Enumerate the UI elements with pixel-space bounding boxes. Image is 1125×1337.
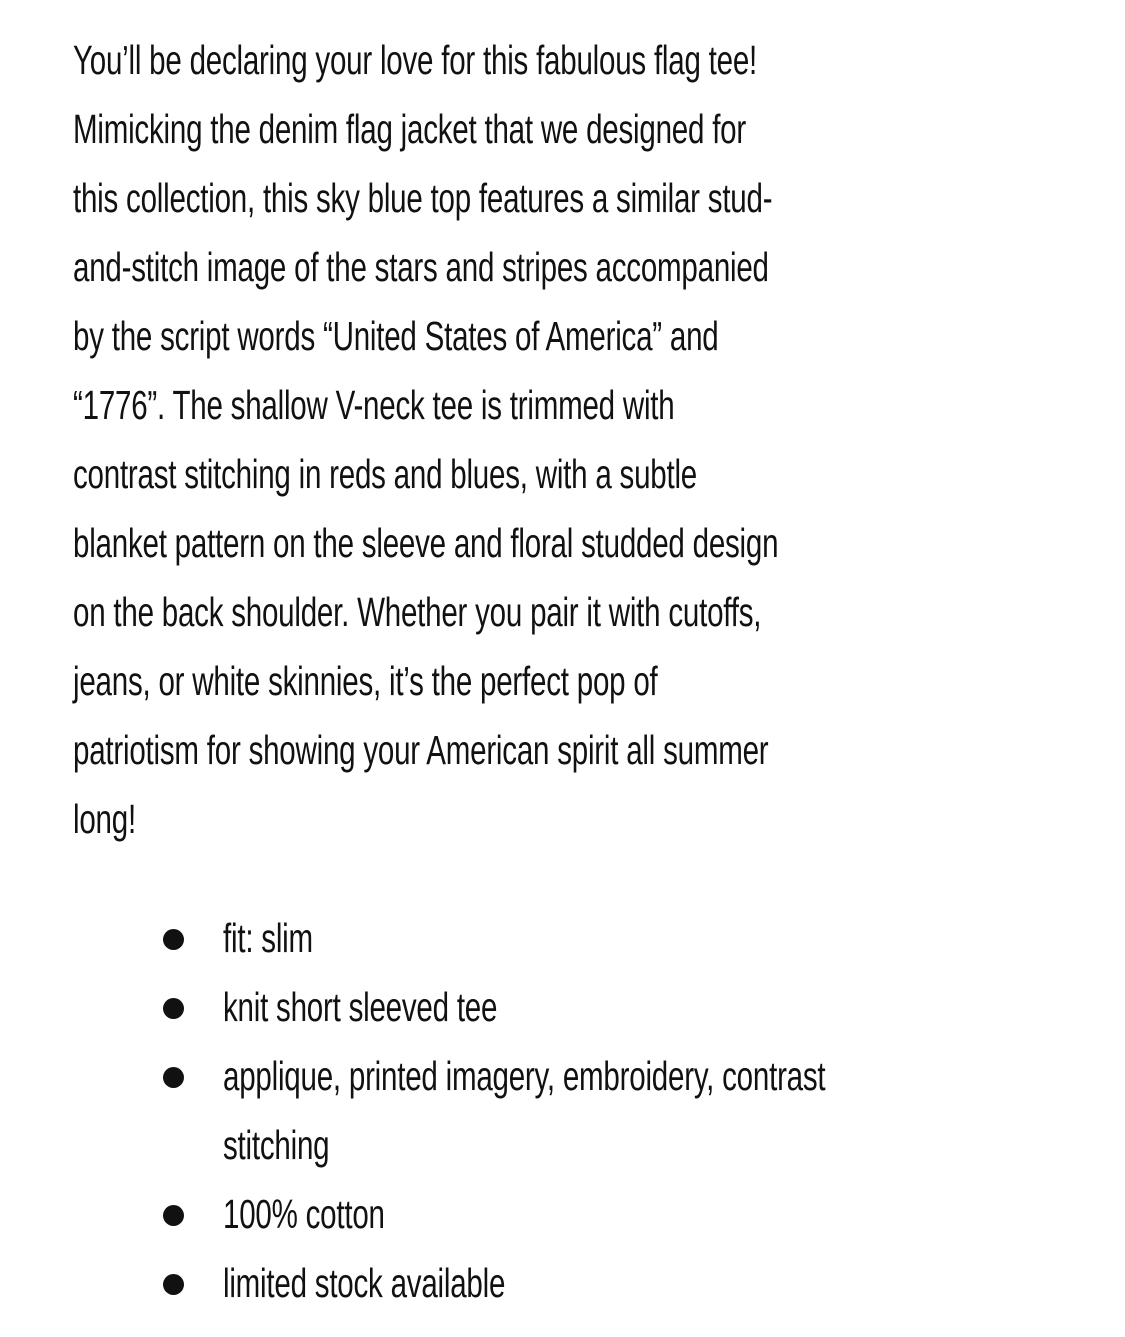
bullet-icon <box>163 1274 184 1295</box>
feature-item-fit <box>73 904 1123 973</box>
feature-item-stock <box>73 1249 1123 1318</box>
feature-item-material <box>73 1180 1123 1249</box>
bullet-icon <box>163 998 184 1019</box>
description-paragraph: You’ll be declaring your love for this fabulous flag tee! Mimicking the denim flag jacket that we designed for this collection, this sky blue top features a similar stud- and-stitch image of the stars and stripes accompanied by the script words “United States of America” and “1776”. The shallow V-neck tee is trimmed with contrast stitching in reds and blues, with a subtle blanket pattern on the sleeve and floral studded design on the back shoulder. Whether you pair it with cutoffs, jeans, or white skinnies, it’s the perfect pop of patriotism for showing your American spirit all summer long! <box>73 37 779 842</box>
bullet-icon <box>163 1067 184 1088</box>
product-description <box>73 26 1073 1306</box>
feature-text: knit short sleeved tee <box>223 984 498 1030</box>
feature-list <box>73 904 1123 1318</box>
feature-item-details <box>73 1042 1123 1180</box>
bullet-icon <box>163 1205 184 1226</box>
feature-text: 100% cotton <box>223 1191 385 1237</box>
feature-text: limited stock available <box>223 1260 506 1306</box>
feature-text: fit: slim <box>223 915 313 961</box>
bullet-icon <box>163 929 184 950</box>
feature-item-knit <box>73 973 1123 1042</box>
feature-text: applique, printed imagery, embroidery, contrast stitching <box>223 1053 826 1168</box>
